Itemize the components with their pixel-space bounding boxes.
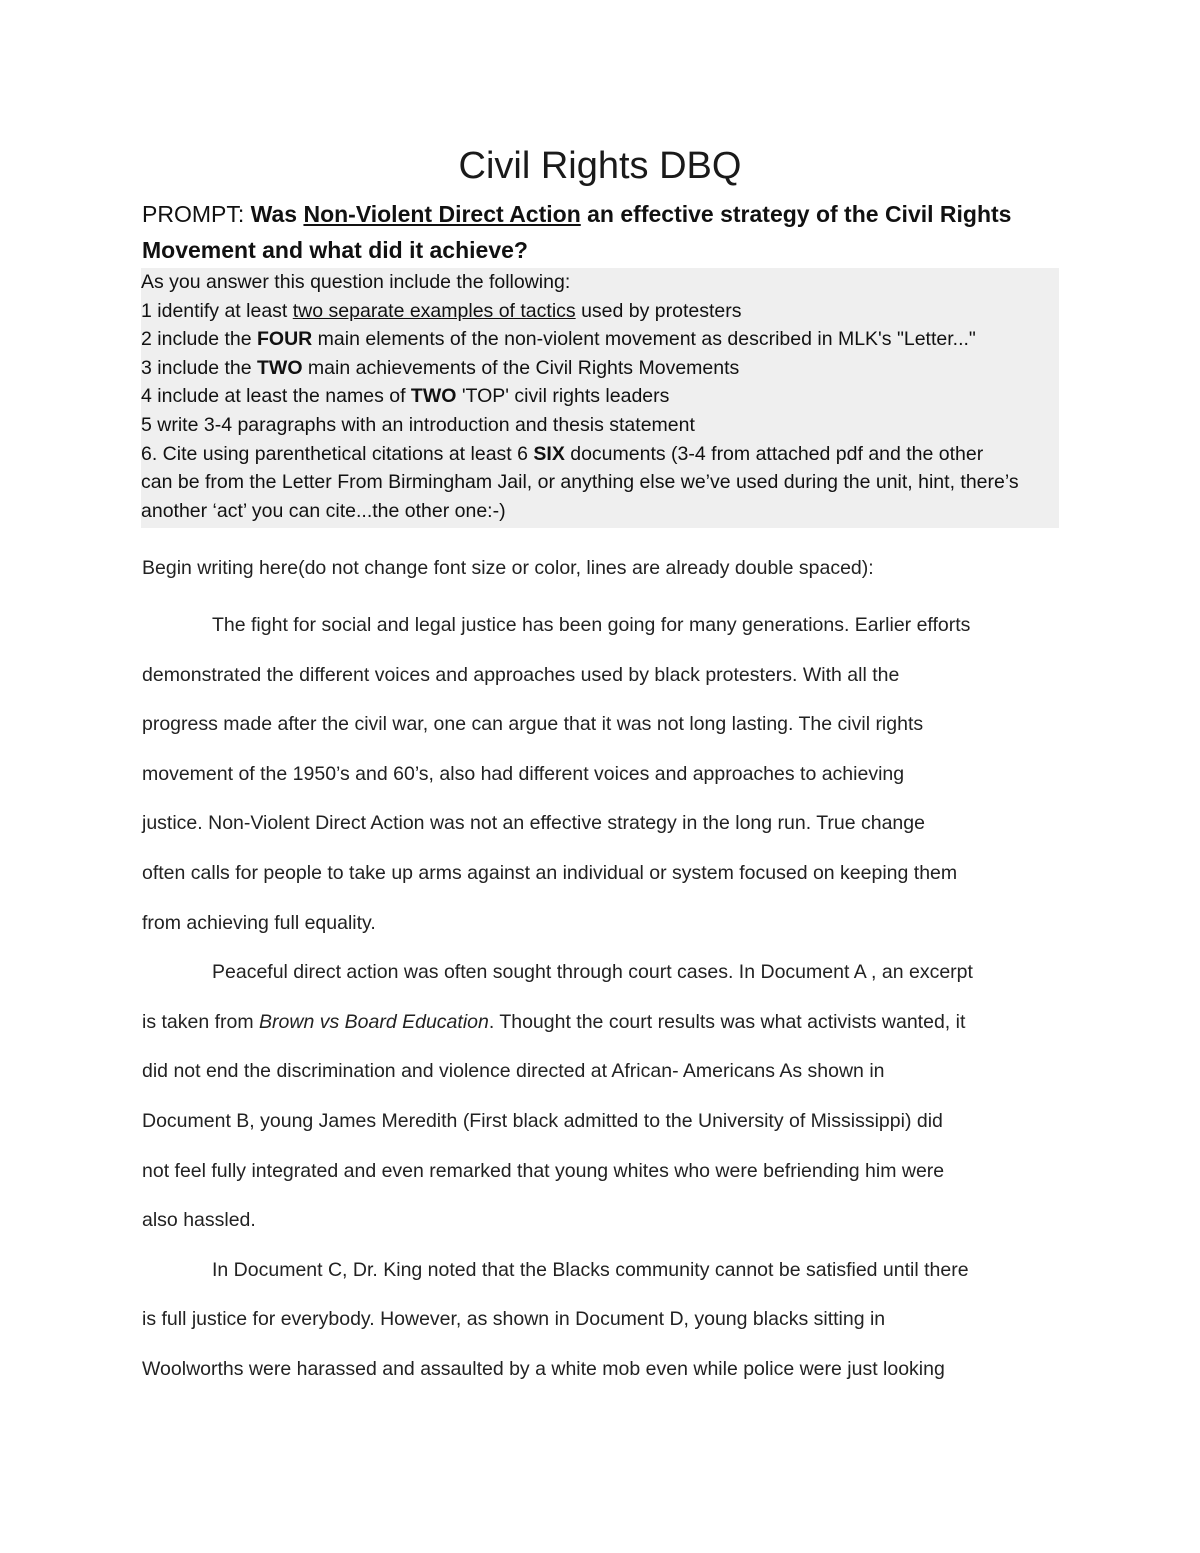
essay-line: is full justice for everybody. However, as shown in Document D, young blacks sitting in xyxy=(142,1308,886,1331)
instruction-item-6-line-3: another ‘act’ you can cite...the other one:-) xyxy=(141,499,506,522)
prompt-question-part2: an effective strategy of the Civil Rights Movement and what did it achieve? xyxy=(142,201,1012,263)
instructions-intro: As you answer this question include the following: xyxy=(141,271,571,293)
essay-line: In Document C, Dr. King noted that the Blacks community cannot be satisfied until there xyxy=(212,1258,969,1281)
essay-italic-case-name: Brown vs Board Education xyxy=(259,1010,489,1033)
prompt-question-underlined: Non-Violent Direct Action xyxy=(303,201,581,227)
essay-line: The fight for social and legal justice has been going for many generations. Earlier efforts xyxy=(212,614,971,636)
essay-line: Woolworths were harassed and assaulted by a white mob even while police were just looking xyxy=(142,1357,945,1380)
instruction-3-text: 3 include the xyxy=(141,356,258,379)
essay-line: progress made after the civil war, one can argue that it was not long lasting. The civil rights xyxy=(142,713,924,736)
instruction-item-2 xyxy=(141,325,1059,354)
begin-writing-note: Begin writing here(do not change font size or color, lines are already double spaced): xyxy=(142,557,874,579)
essay-line xyxy=(142,998,1062,1048)
essay-line: did not end the discrimination and violence directed at African- Americans As shown in xyxy=(142,1060,885,1083)
instruction-item-4 xyxy=(141,382,1059,411)
instruction-1-text-end: used by protesters xyxy=(575,299,742,322)
document-title: Civil Rights DBQ xyxy=(458,145,742,187)
essay-line: also hassled. xyxy=(142,1209,256,1232)
instruction-item-5: 5 write 3-4 paragraphs with an introduction and thesis statement xyxy=(141,413,695,436)
instruction-item-6-line-2: can be from the Letter From Birmingham Jail, or anything else we’ve used during the unit, hint, there’s xyxy=(141,471,1019,494)
prompt-text xyxy=(142,196,1062,268)
essay-line: Document B, young James Meredith (First black admitted to the University of Mississippi) did xyxy=(142,1109,943,1132)
instruction-item-3 xyxy=(141,354,1059,383)
instructions-box xyxy=(141,268,1059,528)
instruction-4-bold: TWO xyxy=(410,385,457,408)
essay-text: . Thought the court results was what activists wanted, it xyxy=(488,1010,966,1033)
essay-line: not feel fully integrated and even remarked that young whites who were befriending him were xyxy=(142,1159,945,1182)
instruction-3-text-end: main achievements of the Civil Rights Movements xyxy=(302,356,740,379)
instruction-6-bold: SIX xyxy=(533,442,565,465)
prompt-question-part1: Was xyxy=(250,201,304,227)
instruction-2-bold: FOUR xyxy=(257,328,313,351)
essay-text: is taken from xyxy=(142,1010,260,1033)
instruction-1-text: 1 identify at least xyxy=(141,299,293,322)
instruction-2-text-end: main elements of the non-violent movement as described in MLK's "Letter..." xyxy=(312,328,976,351)
essay-line: from achieving full equality. xyxy=(142,911,376,934)
essay-line: often calls for people to take up arms against an individual or system focused on keeping them xyxy=(142,861,958,884)
instruction-item-1 xyxy=(141,297,1059,326)
prompt-label: PROMPT: xyxy=(142,201,251,227)
essay-body xyxy=(142,601,1062,1395)
essay-line: demonstrated the different voices and approaches used by black protesters. With all the xyxy=(142,663,900,686)
instruction-4-text: 4 include at least the names of xyxy=(141,385,411,408)
instruction-3-bold: TWO xyxy=(257,356,303,379)
instruction-6-text-end: documents (3-4 from attached pdf and the other xyxy=(564,442,984,465)
instruction-4-text-end: 'TOP' civil rights leaders xyxy=(456,385,670,408)
essay-line: movement of the 1950’s and 60’s, also had different voices and approaches to achieving xyxy=(142,762,905,785)
instruction-6-text: 6. Cite using parenthetical citations at least 6 xyxy=(141,442,534,465)
essay-line: Peaceful direct action was often sought through court cases. In Document A , an excerpt xyxy=(212,961,973,984)
instruction-2-text: 2 include the xyxy=(141,328,258,351)
instruction-item-6-line-1 xyxy=(141,440,1059,469)
instruction-1-underlined: two separate examples of tactics xyxy=(292,299,576,322)
essay-line: justice. Non-Violent Direct Action was not an effective strategy in the long run. True change xyxy=(142,812,925,835)
